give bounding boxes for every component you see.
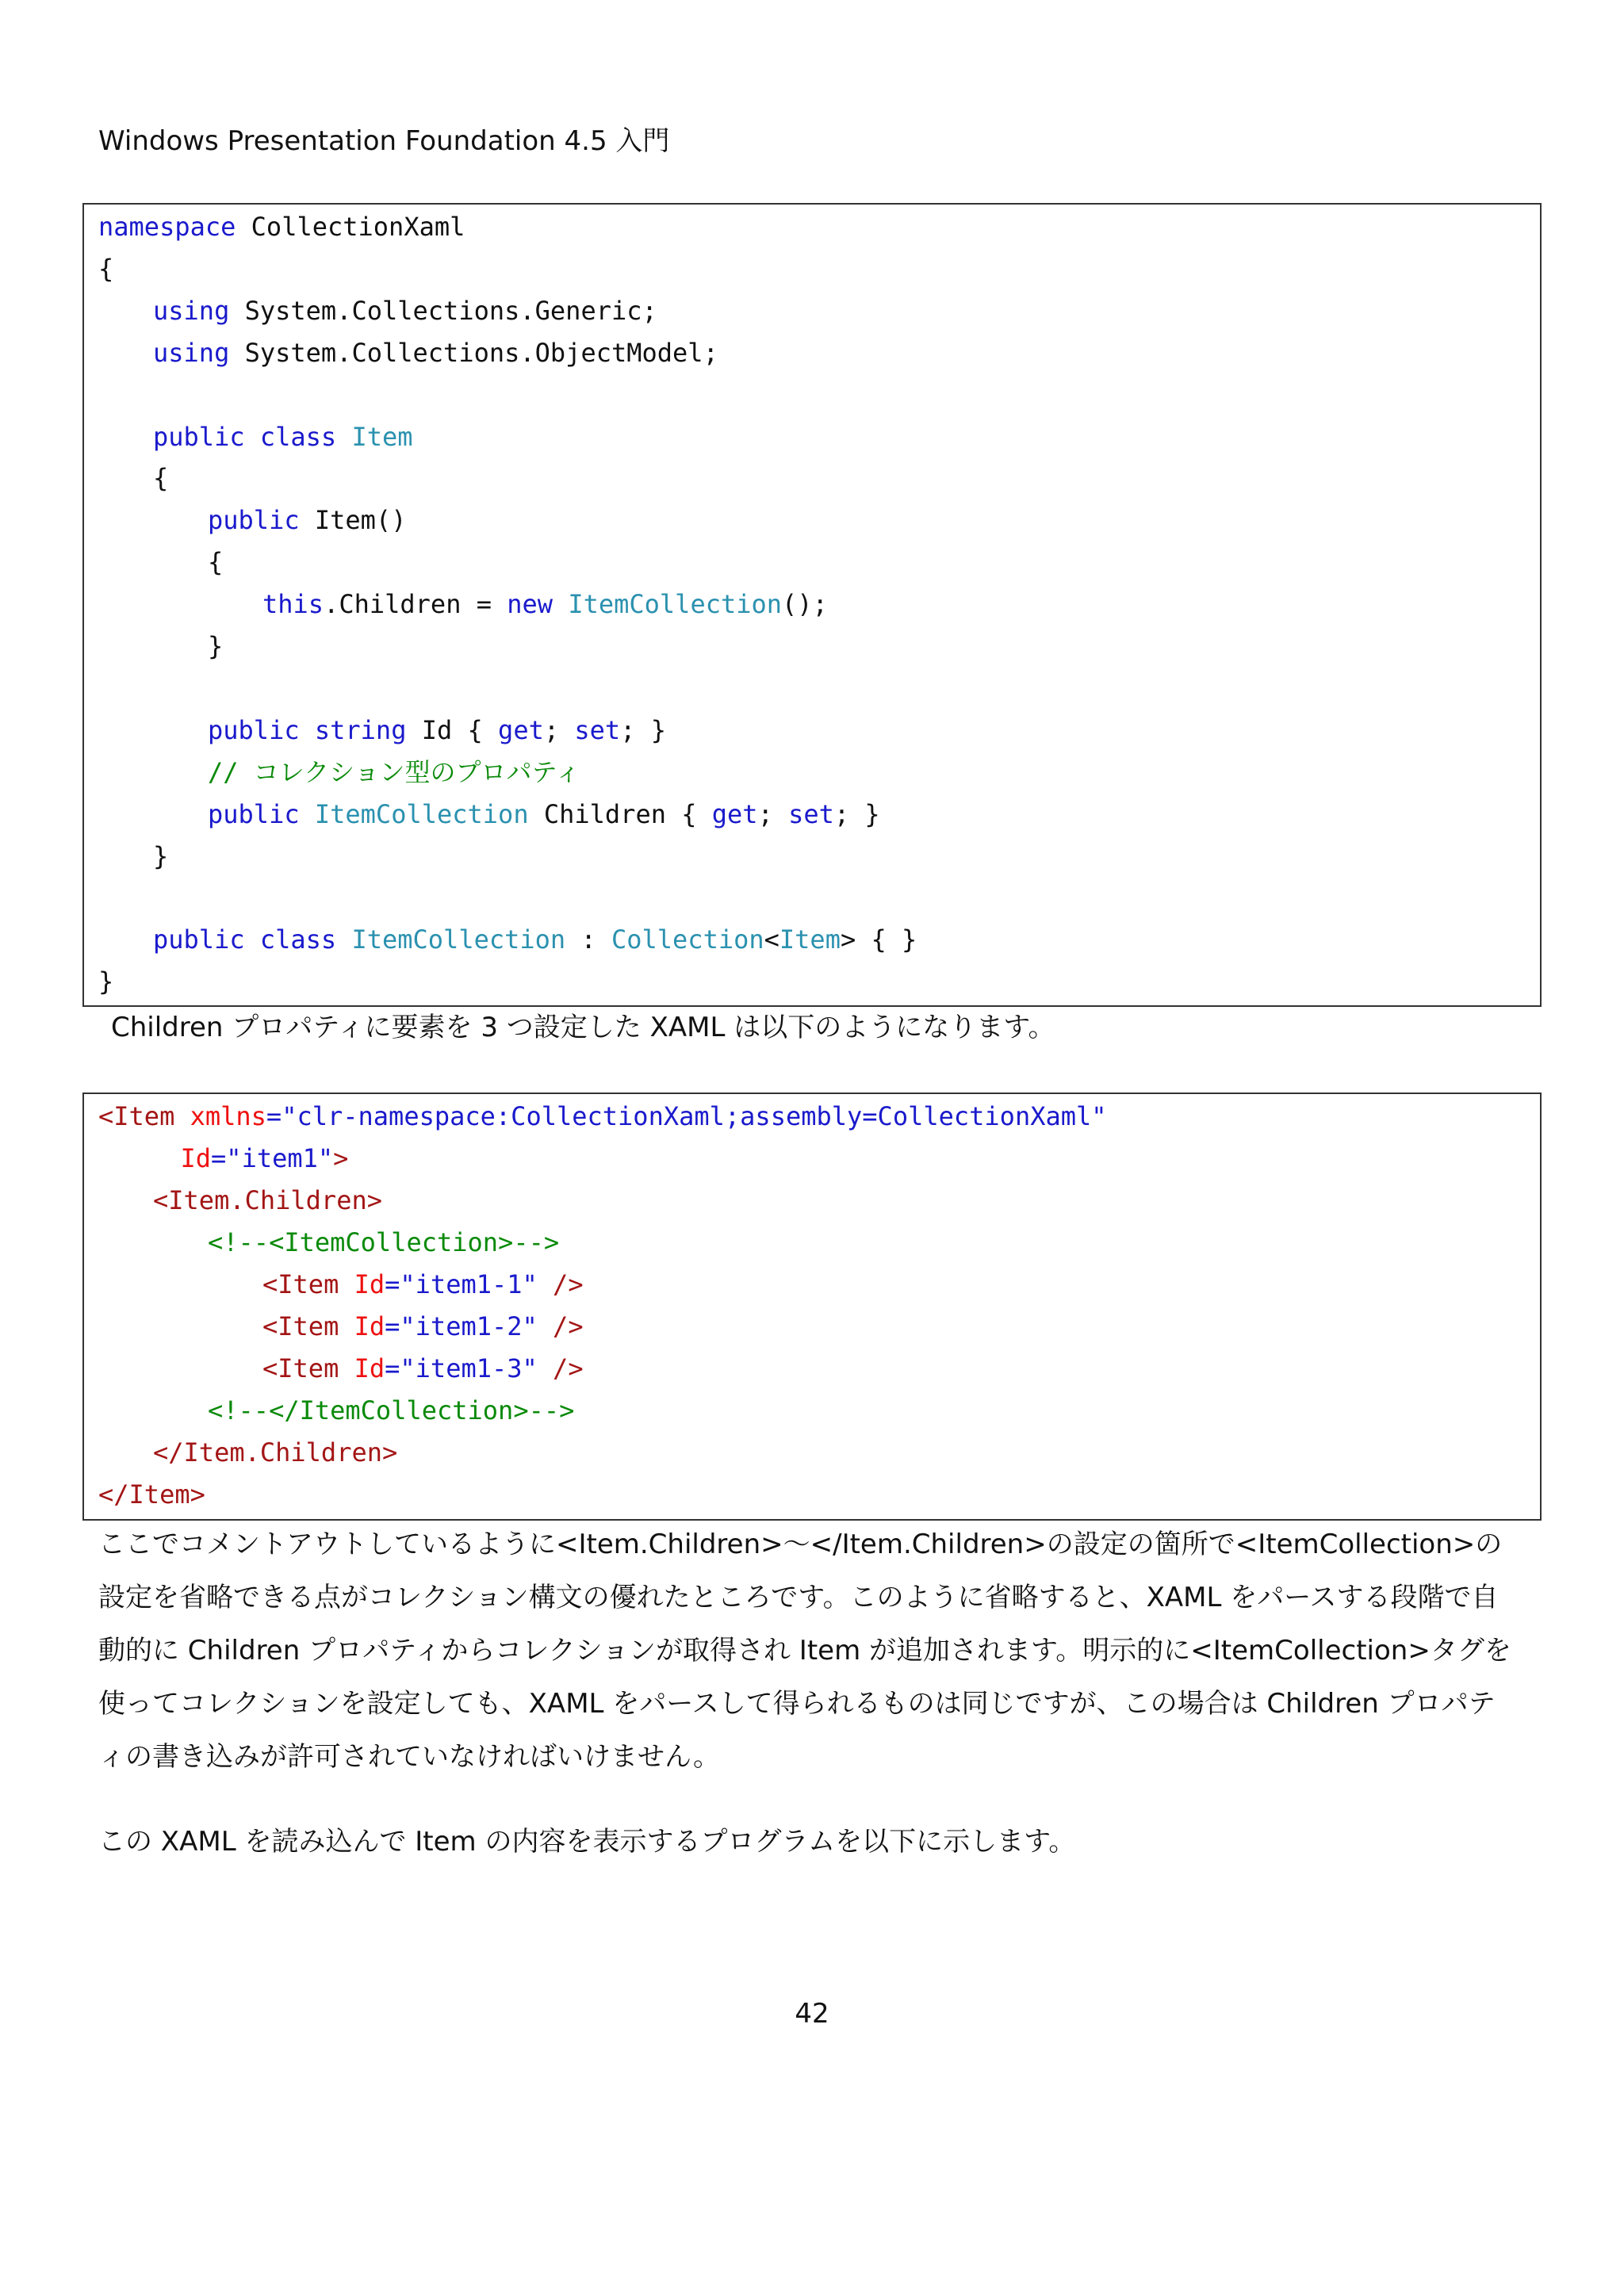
code-token (339, 1269, 354, 1299)
code-line (262, 584, 828, 626)
code-token: Id (354, 1311, 385, 1341)
csharp-code-block (82, 203, 1542, 1007)
code-token: CollectionXaml (236, 212, 465, 242)
code-token: ="item1" (211, 1143, 334, 1173)
code-token: <!--<ItemCollection>--> (208, 1227, 560, 1257)
code-token (538, 1269, 553, 1299)
code-line (153, 416, 413, 458)
xaml-code-block (82, 1093, 1542, 1521)
code-token: ; (543, 714, 575, 745)
code-token: /> (553, 1269, 584, 1299)
code-caption: Children プロパティに要素を 3 つ設定した XAML は以下のようになります。 (111, 1012, 1055, 1043)
code-token: class (259, 924, 337, 955)
code-token: get (711, 798, 758, 829)
code-line (208, 626, 223, 668)
code-token: public (208, 714, 300, 745)
code-token (300, 799, 315, 829)
code-line (153, 1180, 382, 1222)
code-token (538, 1353, 553, 1383)
code-token: xmlns (190, 1101, 266, 1131)
code-line (208, 499, 406, 541)
code-token (553, 589, 568, 619)
code-token: Id (354, 1269, 385, 1299)
code-token: } (98, 966, 114, 997)
paragraph-line: 動的に Children プロパティからコレクションが取得され Item が追加されます。明示的に<ItemCollection>タグを (98, 1635, 1511, 1667)
code-token: ="clr-namespace:CollectionXaml;assembly=CollectionXaml" (266, 1101, 1107, 1131)
code-token: this (262, 589, 324, 620)
code-token: set (788, 798, 834, 829)
code-token (245, 924, 260, 955)
code-token (336, 422, 351, 452)
code-token: public (153, 421, 245, 452)
code-token: /> (553, 1353, 584, 1383)
paragraph-line: ここでコメントアウトしているように<Item.Children>～</Item.Children>の設定の箇所で<ItemCollection>の (98, 1529, 1503, 1560)
code-token: <Item (98, 1101, 175, 1131)
code-token: <!--</ItemCollection>--> (208, 1395, 575, 1425)
code-token: Item (779, 924, 841, 955)
code-token: </Item> (98, 1479, 205, 1510)
code-token: string (314, 714, 407, 745)
paragraph-line: 使ってコレクションを設定しても、XAML をパースして得られるものは同じですが、この場合は Children プロパテ (98, 1688, 1496, 1720)
code-token: </Item.Children> (153, 1437, 398, 1468)
code-line (208, 1222, 559, 1264)
code-line (98, 961, 113, 1003)
code-token: namespace (98, 212, 236, 242)
code-token (339, 1311, 354, 1341)
code-token: Id { (406, 714, 499, 745)
code-token: using (153, 337, 230, 368)
paragraph-line: ィの書き込みが許可されていなければいけません。 (98, 1741, 721, 1773)
code-token: public (208, 798, 300, 829)
code-line (153, 290, 657, 332)
code-token: <Item (262, 1311, 339, 1341)
code-token: ItemCollection (314, 798, 529, 829)
code-token: System.Collections.ObjectModel; (229, 337, 718, 368)
code-line (208, 541, 223, 584)
code-token (339, 1353, 354, 1383)
code-token: class (259, 421, 337, 452)
code-line (98, 1096, 1107, 1138)
code-token: public (208, 505, 300, 536)
code-token: ItemCollection (351, 924, 566, 955)
code-token: ="item1-1" (385, 1269, 538, 1299)
code-token: Item (351, 421, 413, 452)
code-token: Id (354, 1353, 385, 1383)
code-token: > { } (840, 924, 917, 955)
paragraph-line: 設定を省略できる点がコレクション構文の優れたところです。このように省略すると、XAML をパースする段階で自 (98, 1582, 1499, 1613)
code-token: .Children = (324, 589, 508, 620)
code-line (262, 1264, 584, 1306)
code-token: get (498, 714, 544, 745)
code-token: public (153, 924, 245, 955)
code-token: > (333, 1143, 349, 1173)
code-line (208, 794, 880, 836)
code-token: { (98, 253, 114, 284)
code-token: ; } (620, 714, 666, 745)
code-token: Children { (528, 798, 712, 829)
code-token: set (574, 714, 621, 745)
code-token: using (153, 295, 230, 326)
code-token (174, 1101, 190, 1131)
code-token: ItemCollection (568, 589, 783, 620)
code-token: ="item1-3" (385, 1353, 538, 1383)
code-token (538, 1311, 553, 1341)
code-line (262, 1348, 584, 1390)
code-token (300, 715, 315, 745)
code-token: // コレクション型のプロパティ (208, 756, 580, 787)
code-token: <Item (262, 1353, 339, 1383)
code-line (153, 332, 718, 374)
code-token: Item() (299, 505, 407, 536)
code-line (98, 248, 113, 290)
code-token: (); (782, 589, 828, 620)
code-line (262, 1306, 584, 1348)
code-line (208, 710, 666, 752)
code-token: <Item.Children> (153, 1185, 382, 1215)
code-token: } (153, 840, 169, 871)
code-token: { (208, 547, 224, 578)
code-line (208, 1390, 574, 1432)
code-line (153, 457, 168, 499)
code-token: <Item (262, 1269, 339, 1299)
code-line (181, 1138, 349, 1180)
code-token: ="item1-2" (385, 1311, 538, 1341)
code-line (153, 919, 917, 961)
code-token: ; } (833, 798, 880, 829)
code-token: } (208, 631, 224, 661)
closing-paragraph: この XAML を読み込んで Item の内容を表示するプログラムを以下に示します。 (98, 1826, 1076, 1858)
code-line (153, 836, 168, 878)
code-token (336, 924, 351, 955)
code-line (98, 1474, 205, 1516)
page-header-title: Windows Presentation Foundation 4.5 入門 (98, 125, 670, 157)
code-line (208, 752, 580, 794)
code-token: new (507, 589, 553, 620)
code-token: Id (180, 1143, 212, 1173)
body-paragraph (98, 1518, 1526, 1784)
code-token (245, 422, 260, 452)
code-token: : (565, 924, 611, 955)
code-token: /> (553, 1311, 584, 1341)
code-token: System.Collections.Generic; (229, 295, 657, 326)
code-token: { (153, 463, 169, 494)
code-token: ; (757, 798, 789, 829)
code-token: < (764, 924, 779, 955)
code-token: Collection (611, 924, 764, 955)
code-line (98, 206, 465, 248)
page-number: 42 (795, 1998, 829, 2030)
code-line (153, 1432, 397, 1474)
